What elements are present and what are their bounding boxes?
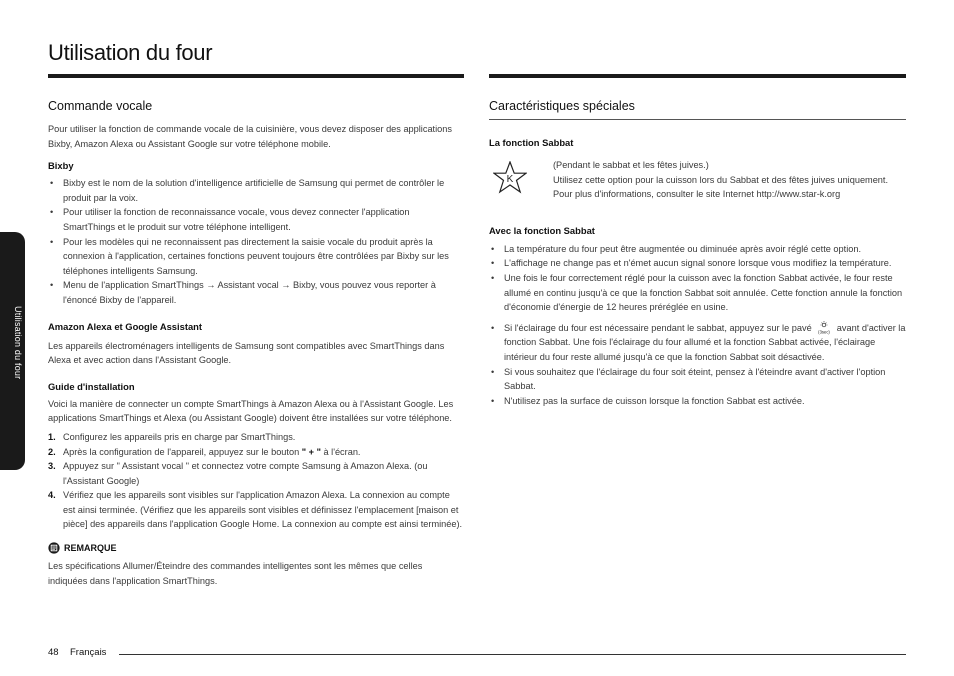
light-key-label: (3sec) — [818, 329, 831, 335]
note-title: REMARQUE — [64, 543, 117, 554]
step-item: 2. Après la configuration de l'appareil, appuyez sur le bouton " + " à l'écran. — [48, 446, 361, 457]
page-language: Français — [70, 647, 107, 658]
avec-title: Avec la fonction Sabbat — [489, 224, 595, 236]
sabbat-info — [489, 158, 906, 202]
note-text: Les spécifications Allumer/Éteindre des commandes intelligentes sont les mêmes que celles indiquées dans l'application SmartThings. — [48, 561, 423, 586]
note-header — [48, 541, 464, 555]
list-item: • Si vous souhaitez que l'éclairage du four soit éteint, pensez à l'éteindre avant d'activer l'option Sabbat. — [489, 365, 906, 394]
voice-intro: Pour utiliser la fonction de commande vocale de la cuisinière, vous devez disposer des applications Bixby, Amazon Alexa ou Assistant Google sur votre téléphone mobile. — [48, 124, 452, 149]
guide-title: Guide d'installation — [48, 380, 135, 392]
alexa-title: Amazon Alexa et Google Assistant — [48, 320, 203, 332]
sabbat-title: La fonction Sabbat — [489, 137, 574, 148]
step-item: 4. Vérifiez que les appareils sont visibles sur l'application Amazon Alexa. La connexion au compte est ainsi terminée. (Vérifiez que les appareils sont visibles et définissez l'emplacement [maison et pièce] des appareils dans l'application Google Home. La connexion au compte est ainsi terminée). — [48, 490, 463, 530]
list-item: • Pour utiliser la fonction de reconnaissance vocale, vous devez connecter l'application SmartThings et le produit sur votre téléphone intelligent. — [48, 205, 464, 234]
sabbat-line1: (Pendant le sabbat et les fêtes juives.) — [553, 160, 709, 170]
section-rule — [48, 74, 464, 78]
list-item: • Bixby est le nom de la solution d'intelligence artificielle de Samsung qui permet de contrôler le produit par la voix. — [48, 176, 464, 205]
side-tab-label: Utilisation du four — [13, 306, 23, 380]
light-key-icon — [814, 321, 834, 335]
guide-steps — [48, 430, 464, 532]
bixby-title: Bixby — [48, 160, 74, 172]
section-title-voice: Commande vocale — [48, 99, 153, 113]
page-title: Utilisation du four — [48, 40, 213, 65]
list-item: • Pour les modèles qui ne reconnaissent pas directement la saisie vocale du produit après la connexion à l'application, certaines fonctions peuvent toujours être contrôlées par Bixby sur les téléphones intelligents Samsung. — [48, 235, 464, 279]
star-k-letter: K — [506, 174, 514, 185]
left-column — [48, 74, 464, 588]
list-item: • Une fois le four correctement réglé pour la cuisson avec la fonction Sabbat activée, le four reste allumé en continu jusqu'à ce que la fonction Sabbat soit annulée. Cette fonction annule la fonction d'économie d'énergie de 12 heures préréglée en usine. — [489, 271, 906, 315]
list-item: • Menu de l'application SmartThings → Assistant vocal → Bixby, vous pouvez vous reporter à l'énoncé Bixby de l'appareil. — [48, 278, 464, 307]
footer-rule — [119, 654, 906, 655]
page-number: 48 — [48, 647, 59, 658]
star-k-icon — [493, 161, 527, 195]
guide-text: Voici la manière de connecter un compte SmartThings à Amazon Alexa ou à l'Assistant Google. Les applications SmartThings et Alexa (ou Assistant Google) doivent être installées sur votre téléphone. — [48, 398, 454, 424]
alexa-text: Les appareils électroménagers intelligents de Samsung sont compatibles avec SmartThings dans Alexa et avec action dans l'Assistant Google. — [48, 340, 445, 366]
list-item: • L'affichage ne change pas et n'émet aucun signal sonore lorsque vous modifiez la température. — [489, 256, 906, 271]
step-item: 1. Configurez les appareils pris en charge par SmartThings. — [48, 431, 296, 442]
bixby-list — [48, 176, 464, 307]
sabbat-line2: Utilisez cette option pour la cuisson lors du Sabbat et des fêtes juives uniquement. Pour plus d'informations, consulter le site Internet http://www.star-k.org — [553, 174, 889, 200]
note-icon — [48, 542, 60, 554]
avec-list — [489, 242, 906, 409]
list-item: • Si l'éclairage du four est nécessaire pendant le sabbat, appuyez sur le pavé (3sec) avant d'activer la fonction Sabbat. Une fois l'éclairage du four allumé et la fonction Sabbat activée, l'éclairage intérieur du four reste allumé jusqu'à ce que la fonction Sabbat soit désactivée. — [489, 321, 906, 365]
section-title-special: Caractéristiques spéciales — [489, 99, 906, 120]
list-item: • La température du four peut être augmentée ou diminuée après avoir réglé cette option. — [489, 242, 906, 257]
right-column — [489, 74, 906, 408]
list-item: • N'utilisez pas la surface de cuisson lorsque la fonction Sabbat est activée. — [489, 394, 906, 409]
section-rule — [489, 74, 906, 78]
step-item: 3. Appuyez sur " Assistant vocal " et connectez votre compte Samsung à Amazon Alexa. (ou l'Assistant Google) — [48, 461, 428, 486]
